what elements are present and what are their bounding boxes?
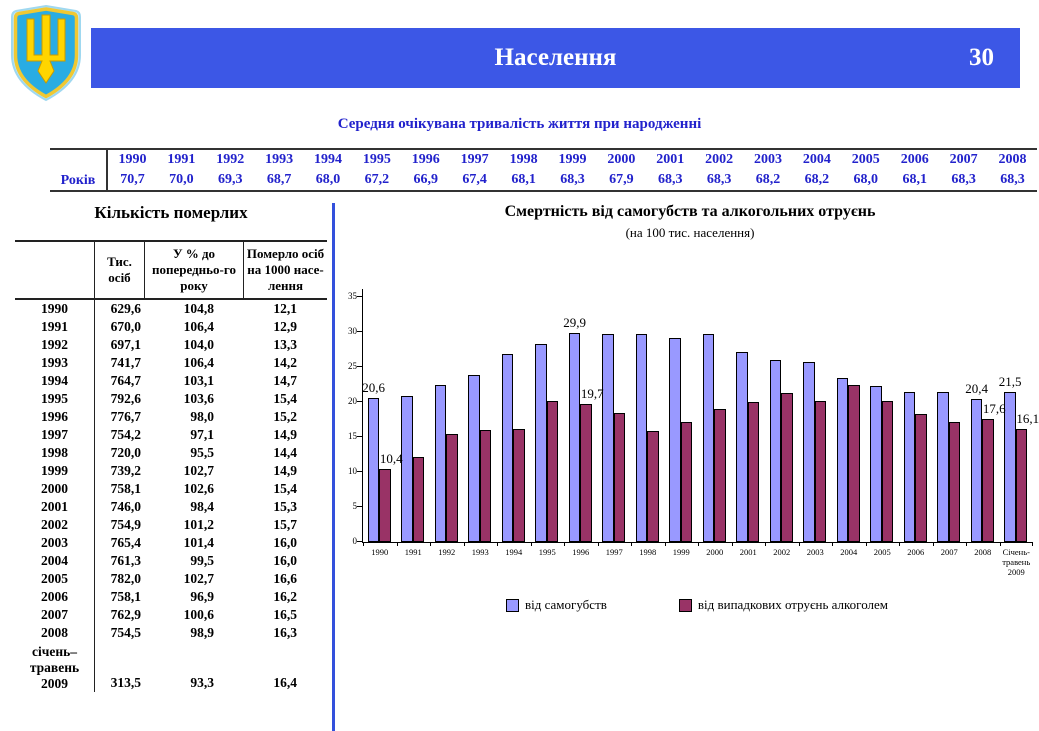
y-axis-tick-label: 10 [348,466,357,476]
x-axis-tick-mark [397,542,398,546]
x-axis-tick-mark [899,542,900,546]
life-expectancy-year-column: 2007 68,3 [949,152,978,187]
deaths-table-cell: 15,7 [273,517,297,532]
alcohol-bar [513,429,525,542]
bar-value-label: 21,5 [998,373,1022,389]
chart-subtitle: (на 100 тис. населення) [625,225,755,240]
life-expectancy-year-column: 1995 67,2 [362,152,391,187]
deaths-table-cell: 15,3 [273,499,297,514]
deaths-table-cell: 1991 [15,318,95,336]
bar-value-label: 10,4 [379,451,403,467]
deaths-table-column-header: Померло осіб на 1000 насе-лення [246,246,325,293]
alcohol-bar [547,401,559,542]
deaths-table-cell: 746,0 [110,499,141,514]
suicide-legend-swatch-icon [506,599,519,612]
deaths-table-row [15,372,327,390]
life-expectancy-year-column: 2006 68,1 [900,152,929,187]
deaths-table-row [15,318,327,336]
deaths-table-row [15,462,327,480]
life-expectancy-year-column: 2000 67,9 [607,152,636,187]
deaths-table-cell: 98,9 [190,625,214,640]
deaths-table-cell: 93,3 [190,675,214,690]
deaths-table-cell: 106,4 [183,319,214,334]
suicide-bar [937,392,949,542]
deaths-table-cell: 98,0 [190,409,214,424]
alcohol-bar [413,457,425,542]
x-axis-category-label: 1996 [572,547,590,557]
bar-value-label: 17,6 [982,400,1006,416]
suicide-bar [569,333,581,542]
deaths-table-row [15,588,327,606]
deaths-table-cell: 16,0 [273,553,297,568]
deaths-table-cell: січень– травень 2009 [15,642,95,692]
x-axis-tick-mark [464,542,465,546]
life-expectancy-year-column: 1992 69,3 [216,152,245,187]
deaths-table-cell: 15,4 [273,391,297,406]
chart-legend [362,597,1032,613]
suicide-bar [770,360,782,542]
deaths-table-cell: 15,2 [273,409,297,424]
deaths-table-cell: 103,6 [183,391,214,406]
suicide-bar [401,396,413,542]
deaths-table-cell: 762,9 [110,607,141,622]
deaths-table-cell: 104,8 [183,301,214,316]
suicide-bar [837,378,849,543]
y-axis-tick-mark [357,296,363,297]
suicide-bar [803,362,815,542]
legend-label: від випадкових отруєнь алкоголем [697,597,889,612]
deaths-table-cell: 98,4 [190,499,214,514]
deaths-table-title: Кількість померлих [94,203,248,222]
alcohol-bar [614,413,626,543]
deaths-table-cell: 97,1 [190,427,214,442]
life-expectancy-year-column: 1999 68,3 [558,152,587,187]
x-axis-tick-mark [665,542,666,546]
x-axis-category-label: 1997 [605,547,623,557]
x-axis-tick-mark [698,542,699,546]
x-axis-category-label: 1990 [371,547,389,557]
deaths-table-column-header [15,242,95,298]
deaths-table-cell: 761,3 [110,553,141,568]
bar-chart-plot-area [348,289,1039,577]
suicide-bar [502,354,514,542]
x-axis-tick-mark [732,542,733,546]
deaths-table-column-header: Тис. осіб [95,242,145,298]
life-expectancy-row-label: Років [50,150,108,190]
y-axis-tick-label: 5 [352,501,357,511]
alcohol-bar [714,409,726,542]
suicide-bar [468,375,480,542]
x-axis-category-label: 2006 [907,547,925,557]
suicide-bar [602,334,614,542]
deaths-table-row [15,624,327,642]
suicide-bar [971,399,983,542]
deaths-table-row [15,426,327,444]
deaths-table-row [15,642,327,692]
life-expectancy-year-column: 1993 68,7 [265,152,294,187]
deaths-table-cell: 2004 [15,552,95,570]
deaths-table-row [15,516,327,534]
suicide-bar [535,344,547,542]
x-axis-category-label: 2001 [739,547,757,557]
deaths-table-row [15,354,327,372]
deaths-table-cell: 758,1 [110,481,141,496]
alcohol-bar [681,422,693,542]
deaths-table-cell: 16,5 [273,607,297,622]
deaths-table-cell: 2000 [15,480,95,498]
deaths-table-cell: 764,7 [110,373,141,388]
legend-item [679,597,888,613]
x-axis-category-label: 2005 [873,547,891,557]
deaths-table-cell: 1993 [15,354,95,372]
x-axis-category-label: 2008 [974,547,992,557]
y-axis-tick-label: 35 [348,291,357,301]
x-axis-tick-mark [866,542,867,546]
x-axis-category-label: 1999 [672,547,690,557]
life-expectancy-year-column: 2008 68,3 [998,152,1027,187]
deaths-table-row [15,444,327,462]
deaths-table-cell: 792,6 [110,391,141,406]
deaths-table-cell: 16,3 [273,625,297,640]
life-expectancy-year-column: 1991 70,0 [167,152,196,187]
alcohol-bar [1016,429,1028,542]
suicide-bar [368,398,380,542]
life-expectancy-year-column: 2003 68,2 [754,152,783,187]
deaths-table-cell: 758,1 [110,589,141,604]
x-axis-tick-mark [1000,542,1001,546]
life-expectancy-year-column: 1996 66,9 [411,152,440,187]
life-expectancy-year-column: 1997 67,4 [460,152,489,187]
deaths-table-cell: 754,9 [110,517,141,532]
alcohol-bar [480,430,492,542]
deaths-table-row [15,408,327,426]
deaths-table-cell: 12,1 [273,301,297,316]
suicide-bar [904,392,916,542]
x-axis-category-label: Січень- травень 2009 [1002,547,1031,577]
y-axis-tick-mark [357,366,363,367]
legend-item [506,597,607,613]
alcohol-bar [379,469,391,542]
deaths-table-cell: 670,0 [110,319,141,334]
page-number: 30 [969,44,994,71]
x-axis-category-label: 1994 [505,547,523,557]
alcohol-bar [781,393,793,542]
suicide-bar [636,334,648,542]
chart-title: Смертність від самогубств та алкогольних отруєнь [504,203,876,220]
y-axis-tick-label: 20 [348,396,357,406]
deaths-table-cell: 1997 [15,426,95,444]
alcohol-bar [748,402,760,542]
deaths-table-cell: 1992 [15,336,95,354]
deaths-table-cell: 313,5 [110,675,141,690]
deaths-table-cell: 2007 [15,606,95,624]
deaths-table-header [15,240,327,300]
deaths-table-cell: 96,9 [190,589,214,604]
life-expectancy-table [50,148,1037,192]
x-axis-tick-mark [631,542,632,546]
alcohol-legend-swatch-icon [679,599,692,612]
alcohol-bar [882,401,894,542]
life-expectancy-year-column: 2004 68,2 [802,152,831,187]
deaths-table-cell: 1998 [15,444,95,462]
deaths-table-cell: 101,2 [183,517,214,532]
alcohol-bar [580,404,592,542]
x-axis-category-label: 2004 [840,547,858,557]
life-expectancy-title: Середня очікувана тривалість життя при народженні [337,116,702,132]
legend-label: від самогубств [524,597,607,612]
alcohol-bar [647,431,659,542]
alcohol-bar [982,419,994,542]
deaths-table-cell: 782,0 [110,571,141,586]
y-axis-tick-label: 25 [348,361,357,371]
deaths-table-cell: 102,7 [183,571,214,586]
deaths-table-cell: 629,6 [110,301,141,316]
deaths-table-row [15,606,327,624]
bar-value-label: 20,4 [965,381,988,397]
deaths-table-row [15,336,327,354]
suicide-bar [870,386,882,542]
deaths-table-row [15,480,327,498]
deaths-table-row [15,498,327,516]
x-axis-category-label: 2002 [773,547,791,557]
bar-value-label: 29,9 [563,314,586,330]
deaths-table-cell: 1999 [15,462,95,480]
y-axis-tick-label: 0 [352,536,357,546]
deaths-table-cell: 16,2 [273,589,297,604]
deaths-table-cell: 12,9 [273,319,297,334]
deaths-table-cell: 95,5 [190,445,214,460]
x-axis-tick-mark [1032,542,1033,546]
deaths-table-cell: 14,4 [273,445,297,460]
life-expectancy-year-column: 1998 68,1 [509,152,538,187]
deaths-table-cell: 14,2 [273,355,297,370]
deaths-table-cell: 697,1 [110,337,141,352]
deaths-table-cell: 102,7 [183,463,214,478]
x-axis-category-label: 2007 [940,547,958,557]
deaths-table-cell: 1990 [15,300,95,318]
deaths-table-cell: 16,4 [273,675,297,690]
deaths-table [15,240,327,692]
life-expectancy-year-column: 1990 70,7 [118,152,147,187]
alcohol-bar [815,401,827,542]
life-expectancy-year-column: 1994 68,0 [314,152,342,187]
x-axis-tick-mark [497,542,498,546]
x-axis-category-label: 1991 [404,547,422,557]
deaths-table-cell: 1994 [15,372,95,390]
deaths-table-cell: 741,7 [110,355,141,370]
y-axis-tick-mark [357,506,363,507]
deaths-table-row [15,300,327,318]
x-axis-tick-mark [799,542,800,546]
deaths-table-cell: 754,5 [110,625,141,640]
deaths-table-cell: 1995 [15,390,95,408]
alcohol-bar [949,422,961,542]
deaths-table-column-header: У % до попередньо-го року [145,242,244,298]
y-axis-tick-mark [357,331,363,332]
deaths-table-cell: 754,2 [110,427,141,442]
life-expectancy-year-column: 2002 68,3 [705,152,734,187]
alcohol-bar [446,434,458,543]
deaths-table-cell: 2006 [15,588,95,606]
header-banner [91,28,1020,88]
x-axis-tick-mark [531,542,532,546]
suicide-bar [736,352,748,542]
deaths-table-row [15,534,327,552]
deaths-table-cell: 16,6 [273,571,297,586]
deaths-table-cell: 739,2 [110,463,141,478]
x-axis-tick-mark [430,542,431,546]
bar-value-label: 16,1 [1016,411,1039,427]
deaths-table-cell: 1996 [15,408,95,426]
deaths-table-row [15,570,327,588]
deaths-table-cell: 776,7 [110,409,141,424]
deaths-table-cell: 15,4 [273,481,297,496]
y-axis-tick-mark [357,401,363,402]
deaths-table-cell: 14,9 [273,463,297,478]
deaths-table-cell: 106,4 [183,355,214,370]
alcohol-bar [848,385,860,542]
life-expectancy-year-column: 2005 68,0 [851,152,880,187]
suicide-bar [435,385,447,542]
deaths-table-cell: 104,0 [183,337,214,352]
deaths-table-cell: 2005 [15,570,95,588]
deaths-table-cell: 765,4 [110,535,141,550]
alcohol-bar [915,414,927,542]
deaths-table-cell: 102,6 [183,481,214,496]
deaths-table-row [15,552,327,570]
ukraine-coat-of-arms-icon [6,3,86,103]
bar-value-label: 20,6 [362,379,385,395]
y-axis-tick-label: 30 [348,326,357,336]
x-axis-category-label: 2003 [806,547,824,557]
x-axis-category-label: 2000 [706,547,724,557]
deaths-table-cell: 720,0 [110,445,141,460]
y-axis-tick-mark [357,471,363,472]
deaths-table-cell: 101,4 [183,535,214,550]
deaths-table-cell: 13,3 [273,337,297,352]
deaths-table-cell: 99,5 [190,553,214,568]
x-axis-tick-mark [363,542,364,546]
x-axis-category-label: 1992 [438,547,456,557]
deaths-table-cell: 2008 [15,624,95,642]
x-axis-category-label: 1998 [639,547,657,557]
deaths-table-cell: 2003 [15,534,95,552]
x-axis-category-label: 1993 [471,547,489,557]
x-axis-tick-mark [933,542,934,546]
x-axis-tick-mark [598,542,599,546]
suicide-bar [703,334,715,542]
y-axis-tick-mark [357,436,363,437]
x-axis-tick-mark [832,542,833,546]
x-axis-tick-mark [765,542,766,546]
bar-value-label: 19,7 [580,386,604,402]
deaths-table-row [15,390,327,408]
deaths-table-cell: 2001 [15,498,95,516]
deaths-table-cell: 16,0 [273,535,297,550]
deaths-table-cell: 100,6 [183,607,214,622]
page-title: Населення [494,44,617,71]
x-axis-category-label: 1995 [538,547,556,557]
suicide-bar [1004,392,1016,543]
deaths-table-cell: 2002 [15,516,95,534]
x-axis-tick-mark [564,542,565,546]
y-axis-tick-label: 15 [348,431,357,441]
deaths-table-body [15,300,327,692]
suicide-bar [669,338,681,542]
deaths-table-cell: 103,1 [183,373,214,388]
x-axis-tick-mark [966,542,967,546]
deaths-table-cell: 14,9 [273,427,297,442]
deaths-table-cell: 14,7 [273,373,297,388]
life-expectancy-year-column: 2001 68,3 [656,152,685,187]
